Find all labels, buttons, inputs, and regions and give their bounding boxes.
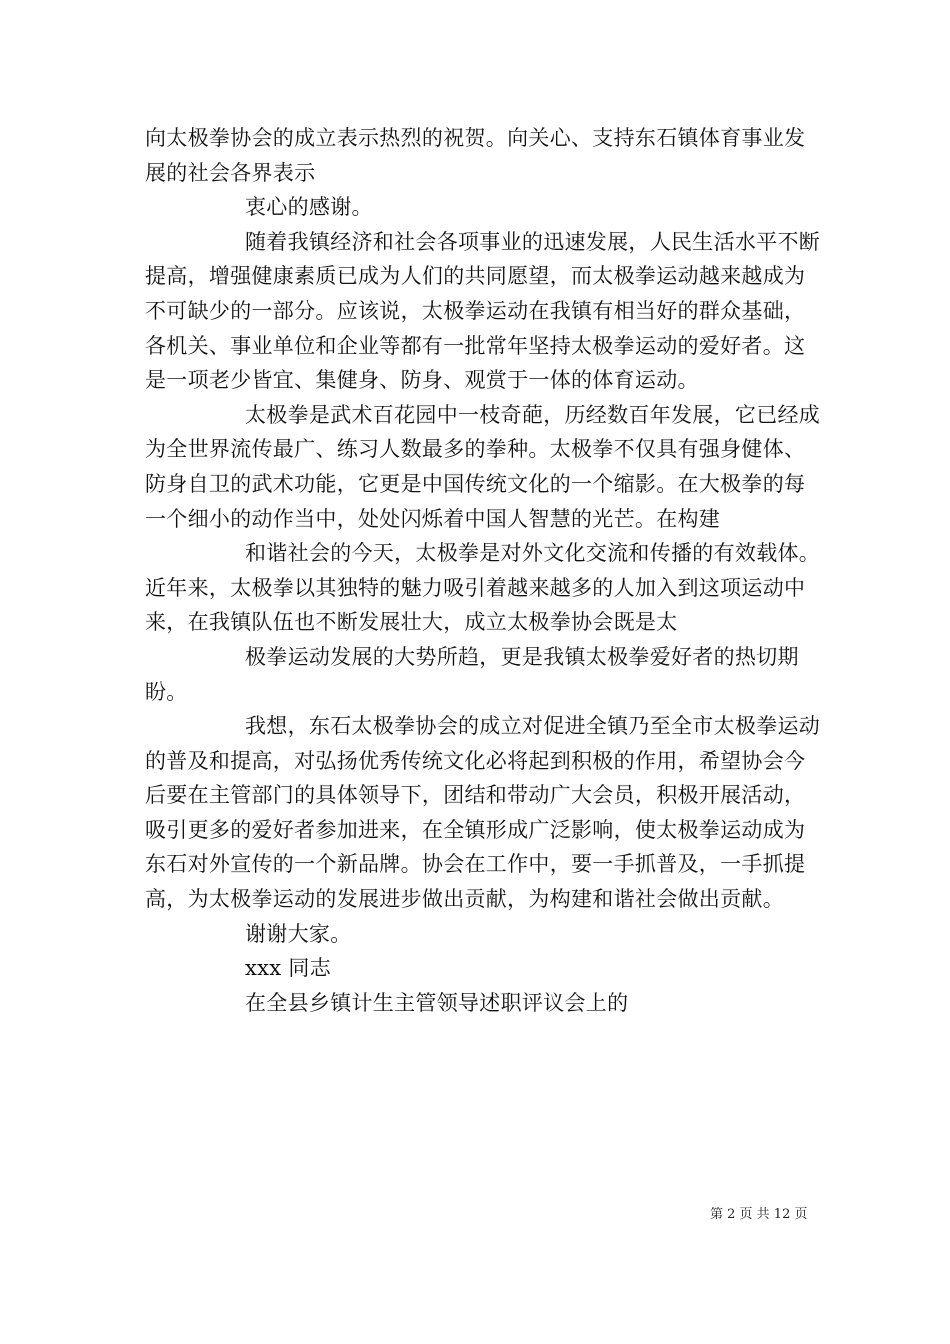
paragraph-harmonious-society: 和谐社会的今天，太极拳是对外文化交流和传播的有效载体。近年来，太极拳以其独特的魅力吸引着越来越多的人加入到这项运动中来，在我镇队伍也不断发展壮大，成立太极拳协会既是太 [145,541,821,635]
paragraph-comrade: xxx 同志 [245,956,332,981]
paragraph-expectation: 极拳运动发展的大势所趋，更是我镇太极拳爱好者的热切期盼。 [145,644,799,704]
paragraph-congratulations: 向太极拳协会的成立表示热烈的祝贺。向关心、支持东石镇体育事业发展的社会各界表示 [145,126,806,185]
paragraph-development: 随着我镇经济和社会各项事业的迅速发展，人民生活水平不断提高，增强健康素质已成为人们的共同愿望，而太极拳运动越来越成为不可缺少的一部分。应该说，太极拳运动在我镇有相当好的群众基础，各机关、事业单位和企业等都有一批常年坚持太极拳运动的爱好者。这是一项老少皆宜、集健身、防身、观赏于一体的体育运动。 [145,229,821,393]
paragraph-next-title: 在全县乡镇计生主管领导述职评议会上的 [245,990,629,1015]
paragraph-taiji-culture: 太极拳是武术百花园中一枝奇葩，历经数百年发展，它已经成为全世界流传最广、练习人数最多的拳种。太极拳不仅具有强身健体、防身自卫的武术功能，它更是中国传统文化的一个缩影。在大极拳的每一个细小的动作当中，处处闪烁着中国人智慧的光芒。在构建 [145,402,821,531]
document-body [145,121,825,1020]
paragraph-thanks: 衷心的感谢。 [245,195,373,220]
paragraph-hopes: 我想，东石太极拳协会的成立对促进全镇乃至全市太极拳运动的普及和提高，对弘扬优秀传统文化必将起到积极的作用，希望协会今后要在主管部门的具体领导下，团结和带动广大会员，积极开展活动，吸引更多的爱好者参加进来，在全镇形成广泛影响，使太极拳运动成为东石对外宣传的一个新品牌。协会在工作中，要一手抓普及，一手抓提高，为太极拳运动的发展进步做出贡献，为构建和谐社会做出贡献。 [145,714,821,912]
page-number-footer: 第 2 页 共 12 页 [710,1207,808,1222]
paragraph-closing: 谢谢大家。 [245,921,352,946]
